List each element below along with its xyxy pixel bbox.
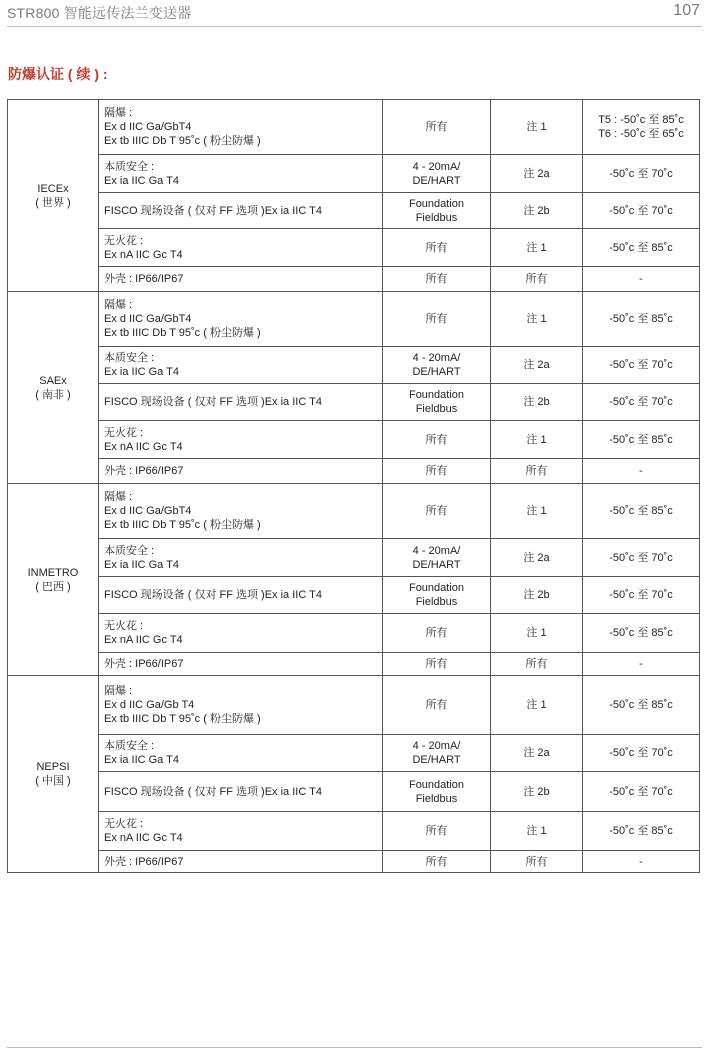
table-row [8, 735, 700, 772]
output-cell [383, 229, 491, 267]
output-cell [383, 459, 491, 484]
note-cell: 注 2a [491, 735, 583, 772]
temperature-cell [583, 676, 700, 735]
temperature-cell [583, 347, 700, 384]
region-name: NEPSI [36, 761, 70, 773]
temperature-line: -50˚c 至 85˚c [609, 241, 673, 254]
output-line: Fieldbus [415, 792, 458, 805]
temperature-line: -50˚c 至 70˚c [609, 551, 673, 564]
protection-type-line: Ex nA IIC Gc T4 [104, 440, 183, 453]
table-row [8, 421, 700, 459]
protection-type-line: FISCO 现场设备 ( 仅对 FF 选项 )Ex ia IIC T4 [104, 396, 322, 408]
output-line: DE/HART [412, 174, 461, 187]
protection-type-line: 无火花 : [104, 620, 144, 632]
output-line: 所有 [425, 273, 448, 285]
temperature-line: -50˚c 至 85˚c [609, 627, 673, 639]
output-line: 所有 [425, 699, 448, 711]
temperature-cell [583, 614, 700, 653]
protection-type-line: Ex d IIC Ga/Gb T4 [104, 699, 195, 711]
note-cell: 注 2b [491, 193, 583, 229]
note-cell: 所有 [491, 653, 583, 676]
protection-type-line: FISCO 现场设备 ( 仅对 FF 选项 )Ex ia IIC T4 [104, 204, 322, 217]
protection-type-line: 本质安全 : [104, 352, 155, 364]
output-line: Foundation [408, 389, 465, 401]
protection-type-line: 无火花 : [104, 234, 144, 247]
protection-type-line: FISCO 现场设备 ( 仅对 FF 选项 )Ex ia IIC T4 [104, 589, 322, 601]
protection-type-line: Ex ia IIC Ga T4 [104, 754, 179, 766]
protection-type-line: 外壳 : IP66/IP67 [104, 855, 184, 868]
protection-type-line: Ex nA IIC Gc T4 [104, 832, 183, 844]
output-line: DE/HART [412, 366, 461, 378]
note-cell: 注 2b [491, 577, 583, 614]
protection-type-line: 外壳 : IP66/IP67 [104, 658, 184, 670]
output-cell [383, 100, 491, 155]
footer-divider [7, 1047, 702, 1048]
protection-type-cell [99, 484, 383, 539]
output-line: 所有 [425, 825, 448, 837]
protection-type-line: 隔爆 : [104, 299, 133, 311]
output-line: Foundation [408, 778, 465, 791]
note-cell: 所有 [491, 267, 583, 292]
protection-type-line: 本质安全 : [104, 544, 155, 557]
table-row [8, 193, 700, 229]
temperature-cell [583, 421, 700, 459]
temperature-line: -50˚c 至 85˚c [609, 433, 673, 446]
certification-table [7, 99, 700, 873]
table-row [8, 155, 700, 193]
document-title: STR800 智能远传法兰变送器 [7, 5, 192, 21]
protection-type-cell [99, 851, 383, 873]
output-cell [383, 851, 491, 873]
note-cell: 注 1 [491, 421, 583, 459]
protection-type-cell [99, 155, 383, 193]
protection-type-cell [99, 812, 383, 851]
temperature-cell [583, 267, 700, 292]
protection-type-line: 本质安全 : [104, 740, 155, 752]
output-cell [383, 812, 491, 851]
protection-type-line: 隔爆 : [104, 685, 133, 697]
note-cell: 注 1 [491, 676, 583, 735]
table-row [8, 100, 700, 155]
output-line: DE/HART [412, 754, 461, 766]
protection-type-cell [99, 292, 383, 347]
temperature-line: -50˚c 至 70˚c [609, 785, 673, 798]
region-country: ( 中国 ) [35, 775, 71, 787]
output-cell [383, 267, 491, 292]
note-cell: 注 1 [491, 100, 583, 155]
output-line: DE/HART [412, 558, 461, 571]
protection-type-line: Ex tb IIIC Db T 95˚c ( 粉尘防爆 ) [104, 713, 261, 725]
section-title: 防爆认证 ( 续 ) : [8, 66, 108, 82]
output-cell [383, 676, 491, 735]
output-line: Foundation [408, 197, 465, 210]
region-name: IECEx [37, 182, 69, 195]
protection-type-line: Ex tb IIIC Db T 95˚c ( 粉尘防爆 ) [104, 519, 261, 531]
output-cell [383, 347, 491, 384]
temperature-line: -50˚c 至 85˚c [609, 313, 673, 325]
table-row [8, 292, 700, 347]
table-row [8, 384, 700, 421]
temperature-line: T5 : -50˚c 至 85˚c [598, 114, 684, 126]
output-line: Fieldbus [415, 596, 458, 608]
protection-type-cell [99, 267, 383, 292]
output-line: 4 - 20mA/ [412, 544, 461, 557]
table-row [8, 577, 700, 614]
temperature-cell [583, 539, 700, 577]
note-cell: 注 2a [491, 155, 583, 193]
output-line: 所有 [425, 855, 448, 868]
protection-type-cell [99, 772, 383, 812]
output-line: 所有 [425, 658, 448, 670]
output-cell [383, 577, 491, 614]
output-line: 4 - 20mA/ [412, 740, 461, 752]
note-cell: 注 1 [491, 812, 583, 851]
output-cell [383, 735, 491, 772]
temperature-line: - [639, 465, 643, 477]
note-cell: 注 2a [491, 539, 583, 577]
protection-type-cell [99, 193, 383, 229]
protection-type-line: Ex tb IIIC Db T 95˚c ( 粉尘防爆 ) [104, 327, 261, 339]
protection-type-line: Ex ia IIC Ga T4 [104, 174, 179, 187]
temperature-cell [583, 193, 700, 229]
region-name: SAEx [39, 374, 67, 387]
output-line: 所有 [425, 465, 448, 477]
protection-type-line: FISCO 现场设备 ( 仅对 FF 选项 )Ex ia IIC T4 [104, 785, 322, 798]
temperature-line: -50˚c 至 70˚c [609, 589, 673, 601]
region-cell [8, 676, 99, 873]
output-line: Foundation [408, 582, 465, 594]
table-row [8, 676, 700, 735]
temperature-cell [583, 484, 700, 539]
protection-type-line: 隔爆 : [104, 491, 133, 503]
table-row [8, 772, 700, 812]
table-row [8, 851, 700, 873]
output-line: 所有 [425, 433, 448, 446]
temperature-line: -50˚c 至 85˚c [609, 699, 673, 711]
temperature-line: -50˚c 至 70˚c [609, 747, 673, 759]
protection-type-cell [99, 653, 383, 676]
protection-type-cell [99, 347, 383, 384]
note-cell: 注 2a [491, 347, 583, 384]
region-country: ( 巴西 ) [35, 580, 71, 593]
note-cell: 注 1 [491, 484, 583, 539]
protection-type-line: Ex d IIC Ga/GbT4 [104, 505, 192, 517]
output-cell [383, 614, 491, 653]
temperature-cell [583, 577, 700, 614]
region-country: ( 南非 ) [35, 388, 71, 401]
protection-type-cell [99, 459, 383, 484]
protection-type-cell [99, 421, 383, 459]
temperature-cell [583, 772, 700, 812]
protection-type-line: 隔爆 : [104, 107, 133, 119]
temperature-line: - [639, 658, 643, 670]
table-row [8, 459, 700, 484]
output-line: Fieldbus [415, 403, 458, 415]
region-cell [8, 292, 99, 484]
page-number: 107 [673, 2, 700, 19]
note-cell: 注 1 [491, 229, 583, 267]
output-cell [383, 772, 491, 812]
protection-type-line: 无火花 : [104, 818, 144, 830]
protection-type-cell [99, 614, 383, 653]
temperature-cell [583, 155, 700, 193]
protection-type-cell [99, 539, 383, 577]
protection-type-line: 外壳 : IP66/IP67 [104, 465, 184, 477]
output-line: Fieldbus [415, 211, 458, 224]
note-cell: 所有 [491, 459, 583, 484]
protection-type-cell [99, 384, 383, 421]
output-line: 4 - 20mA/ [412, 352, 461, 364]
temperature-line: -50˚c 至 85˚c [609, 505, 673, 517]
table-row [8, 267, 700, 292]
temperature-cell [583, 735, 700, 772]
output-cell [383, 155, 491, 193]
protection-type-line: Ex nA IIC Gc T4 [104, 634, 183, 646]
header-divider [7, 26, 702, 27]
protection-type-line: 本质安全 : [104, 160, 155, 173]
table-row [8, 614, 700, 653]
output-cell [383, 484, 491, 539]
output-line: 4 - 20mA/ [412, 160, 461, 173]
temperature-cell [583, 292, 700, 347]
protection-type-cell [99, 735, 383, 772]
protection-type-line: Ex d IIC Ga/GbT4 [104, 313, 192, 325]
temperature-cell [583, 653, 700, 676]
output-cell [383, 292, 491, 347]
output-cell [383, 193, 491, 229]
output-line: 所有 [425, 627, 448, 639]
note-cell: 注 1 [491, 614, 583, 653]
output-cell [383, 421, 491, 459]
output-line: 所有 [425, 505, 448, 517]
protection-type-line: 无火花 : [104, 426, 144, 439]
region-cell [8, 484, 99, 676]
protection-type-line: Ex nA IIC Gc T4 [104, 248, 183, 261]
temperature-cell [583, 812, 700, 851]
temperature-cell [583, 384, 700, 421]
region-cell [8, 100, 99, 292]
temperature-cell [583, 459, 700, 484]
table-row [8, 484, 700, 539]
protection-type-line: Ex ia IIC Ga T4 [104, 366, 179, 378]
table-row [8, 229, 700, 267]
temperature-line: -50˚c 至 70˚c [609, 204, 673, 217]
output-cell [383, 384, 491, 421]
temperature-cell [583, 100, 700, 155]
table-row [8, 812, 700, 851]
region-name: INMETRO [27, 566, 79, 579]
note-cell: 注 2b [491, 384, 583, 421]
note-cell: 注 2b [491, 772, 583, 812]
protection-type-cell [99, 229, 383, 267]
temperature-line: - [639, 273, 643, 285]
output-line: 所有 [425, 241, 448, 254]
table-row [8, 347, 700, 384]
temperature-line: -50˚c 至 70˚c [609, 359, 673, 371]
protection-type-line: 外壳 : IP66/IP67 [104, 273, 184, 285]
output-line: 所有 [425, 313, 448, 325]
note-cell: 所有 [491, 851, 583, 873]
protection-type-line: Ex ia IIC Ga T4 [104, 558, 179, 571]
temperature-cell [583, 229, 700, 267]
protection-type-line: Ex tb IIIC Db T 95˚c ( 粉尘防爆 ) [104, 135, 261, 147]
protection-type-cell [99, 100, 383, 155]
temperature-line: -50˚c 至 85˚c [609, 825, 673, 837]
output-cell [383, 653, 491, 676]
protection-type-line: Ex d IIC Ga/GbT4 [104, 121, 192, 133]
temperature-line: - [639, 855, 643, 868]
protection-type-cell [99, 577, 383, 614]
note-cell: 注 1 [491, 292, 583, 347]
output-cell [383, 539, 491, 577]
table-row [8, 653, 700, 676]
temperature-line: -50˚c 至 70˚c [609, 396, 673, 408]
temperature-cell [583, 851, 700, 873]
region-country: ( 世界 ) [35, 196, 71, 209]
output-line: 所有 [425, 121, 448, 133]
temperature-line: -50˚c 至 70˚c [609, 167, 673, 180]
temperature-line: T6 : -50˚c 至 65˚c [598, 128, 684, 140]
table-row [8, 539, 700, 577]
protection-type-cell [99, 676, 383, 735]
